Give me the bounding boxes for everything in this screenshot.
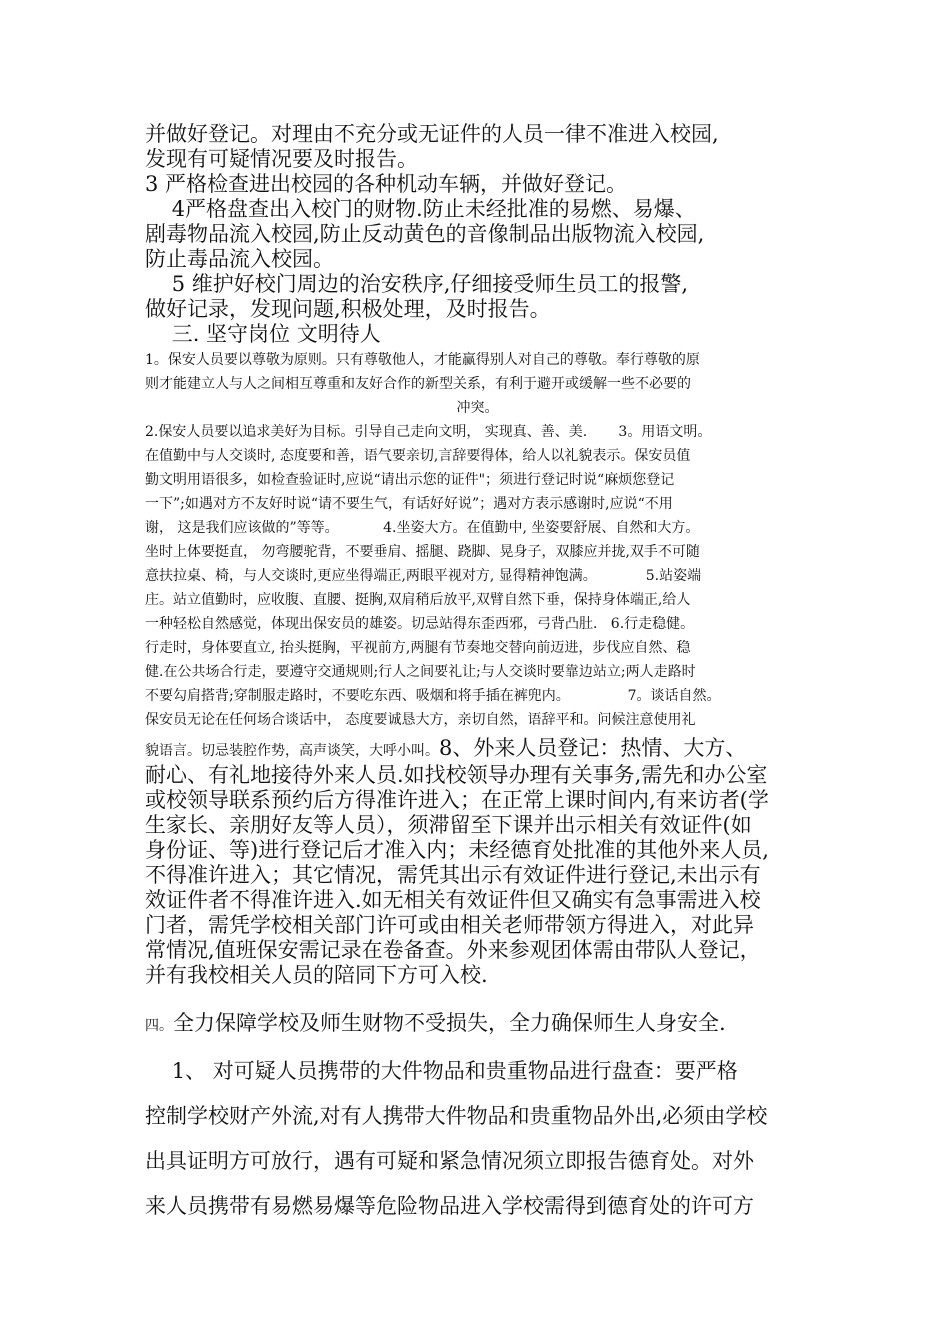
- text-line: 防止毒品流入校园。: [145, 247, 334, 271]
- text-line: [145, 736, 810, 763]
- text-line: 2.保安人员要以追求美好为目标。引导自己走向文明， 实现真、善、美. 3。用语文明。: [145, 424, 712, 440]
- text-line: 保安员无论在任何场合谈话中， 态度要诚恳大方，亲切自然，语辞平和。问候注意使用礼: [145, 712, 696, 728]
- text-line: 效证件者不得准许进入.如无相关有效证件但又确实有急事需进入校: [145, 888, 761, 912]
- text-line: 冲突。: [456, 400, 499, 416]
- text-line: 生家长、亲朋好友等人员），须滞留至下课并出示相关有效证件(如: [145, 813, 752, 837]
- text-line: 耐心、有礼地接待外来人员.如找校领导办理有关事务,需先和办公室: [145, 763, 768, 787]
- item-1-paragraph: [145, 1049, 810, 1229]
- text-line: 意扶拉桌、椅，与人交谈时,更应坐得端正,两眼平视对方, 显得精神饱满。 5.站姿端: [145, 568, 702, 584]
- text-line: 做好记录，发现问题,积极处理，及时报告。: [145, 297, 551, 321]
- text-line: 一下”;如遇对方不友好时说“请不要生气，有话好好说”；遇对方表示感谢时,应说“不用: [145, 496, 673, 512]
- visitor-registration-text: [145, 763, 810, 988]
- text-line: 不得准许进入；其它情况，需凭其出示有效证件进行登记,未出示有: [145, 863, 761, 887]
- text-line: 1、 对可疑人员携带的大件物品和贵重物品进行盘查：要严格: [145, 1059, 738, 1083]
- text-line: 或校领导联系预约后方得准许进入；在正常上课时间内,有来访者(学: [145, 788, 769, 812]
- section-4-heading: [145, 1008, 810, 1038]
- text-line: 常情况,值班保安需记录在卷备查。外来参观团体需由带队人登记，: [145, 938, 761, 962]
- mixed-size-line: [145, 736, 810, 763]
- section-3-small-text: [145, 348, 810, 732]
- section-3-heading: 三. 坚守岗位 文明待人: [145, 322, 381, 346]
- text-line: 则才能建立人与人之间相互尊重和友好合作的新型关系，有利于避开或缓解一些不必要的: [145, 376, 691, 392]
- text-line: 勤文明用语很多，如检查验证时,应说“请出示您的证件"；须进行登记时说“麻烦您登记: [145, 472, 675, 488]
- text-line: 1。保安人员要以尊敬为原则。只有尊敬他人，才能赢得别人对自己的尊敬。奉行尊敬的原: [145, 352, 700, 368]
- text-line: 不要勾肩搭背;穿制服走路时，不要吃东西、吸烟和将手插在裤兜内。 7。谈话自然。: [145, 688, 721, 704]
- section-4-title: 全力保障学校及师生财物不受损失，全力确保师生人身安全.: [173, 1011, 726, 1035]
- section-4-numeral: 四。: [145, 1018, 173, 1034]
- text-line: 剧毒物品流入校园,防止反动黄色的音像制品出版物流入校园,: [145, 222, 705, 246]
- text-line: 并做好登记。对理由不充分或无证件的人员一律不准进入校园,: [145, 122, 719, 146]
- text-line: 坐时上体要挺直， 勿弯腰驼背，不要垂肩、摇腿、跷脚、晃身子，双膝应并拢,双手不可随: [145, 544, 700, 560]
- text-line: 行走时，身体要直立, 抬头挺胸，平视前方,两腿有节奏地交替向前迈进，步伐应自然、稳: [145, 640, 691, 656]
- text-line: 发现有可疑情况要及时报告。: [145, 147, 418, 171]
- text-line: 5 维护好校门周边的治安秩序,仔细接受师生员工的报警,: [145, 272, 689, 296]
- text-line: 控制学校财产外流,对有人携带大件物品和贵重物品外出,必须由学校: [145, 1104, 768, 1128]
- large-text-run: 8、外来人员登记：热情、大方、: [439, 736, 747, 760]
- text-line: [145, 1008, 810, 1038]
- text-line: 出具证明方可放行，遇有可疑和紧急情况须立即报告德育处。对外: [145, 1149, 754, 1173]
- text-line: 门者，需凭学校相关部门许可或由相关老师带领方得进入，对此异: [145, 913, 754, 937]
- text-line: 来人员携带有易燃易爆等危险物品进入学校需得到德育处的许可方: [145, 1194, 754, 1218]
- section-2-continuation: [145, 122, 810, 347]
- text-line: 谢， 这是我们应该做的”等等。 4.坐姿大方。在值勤中, 坐姿要舒展、自然和大方。: [145, 520, 700, 536]
- text-line: 一种轻松自然感觉，体现出保安员的雄姿。切忌站得东歪西邪，弓背凸肚. 6.行走稳健。: [145, 616, 695, 632]
- text-line: 在值勤中与人交谈时, 态度要和善，语气要亲切,言辞要得体，给人以礼貌表示。保安员值: [145, 448, 691, 464]
- text-line: 健.在公共场合行走，要遵守交通规则;行人之间要礼让;与人交谈时要靠边站立;两人走路时: [145, 664, 696, 680]
- text-line: 身份证、等)进行登记后才准入内；未经德育处批准的其他外来人员,: [145, 838, 769, 862]
- small-text-run: 貌语言。切忌装腔作势，高声谈笑，大呼小叫。: [145, 743, 439, 759]
- text-line: 庄。站立值勤时，应收腹、直腰、挺胸,双肩稍后放平,双臂自然下垂，保持身体端正,给人: [145, 592, 691, 608]
- text-line: 4严格盘查出入校门的财物.防止未经批准的易燃、易爆、: [145, 197, 696, 221]
- text-line: 并有我校相关人员的陪同下方可入校.: [145, 963, 488, 987]
- text-line: 3 严格检查进出校园的各种机动车辆，并做好登记。: [145, 172, 628, 196]
